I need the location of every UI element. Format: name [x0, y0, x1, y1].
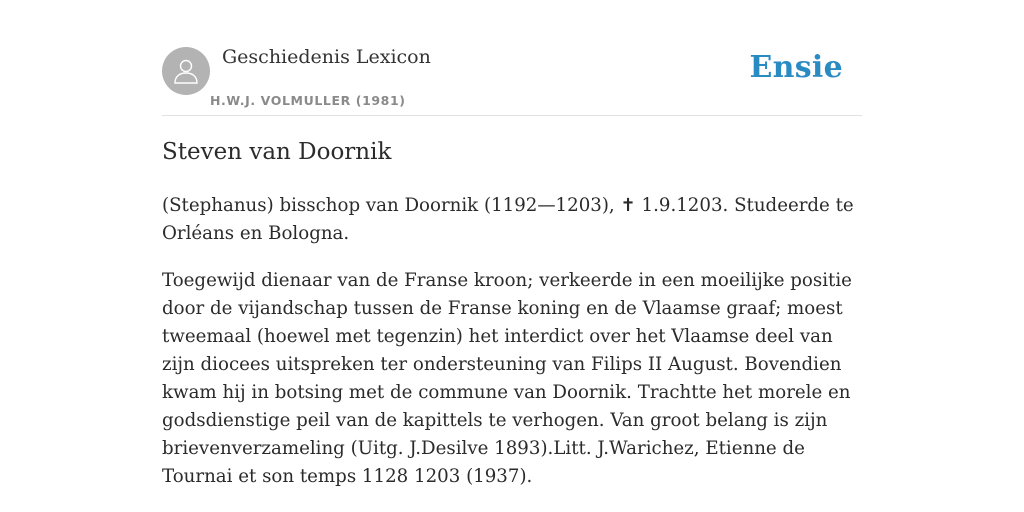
header [162, 0, 862, 116]
article-paragraph-1: (Stephanus) bisschop van Doornik (1192—1203), ✝ 1.9.1203. Studeerde te Orléans en Bologna. [162, 195, 854, 244]
author-credit[interactable]: H.W.J. VOLMULLER (1981) [210, 93, 406, 108]
user-icon [171, 56, 201, 86]
page-container [162, 0, 862, 487]
avatar[interactable] [162, 47, 210, 95]
lexicon-name[interactable]: Geschiedenis Lexicon [222, 46, 431, 68]
article-paragraph-2: Toegewijd dienaar van de Franse kroon; verkeerde in een moeilijke positie door de vijandschap tussen de Franse koning en de Vlaamse graaf; moest tweemaal (hoewel met tegenzin) het interdict over het Vlaamse deel van zijn diocees uitspreken ter ondersteuning van Filips II August. Bovendien kwam hij in botsing met de commune van Doornik. Trachtte het morele en godsdienstige peil van de kapittels te verhogen. Van groot belang is zijn brievenverzameling (Uitg. J.Desilve 1893).Litt. J.Warichez, Etienne de Tournai et son temps 1128 1203 (1937). [162, 270, 852, 487]
page-title: Steven van Doornik [162, 139, 392, 165]
ensie-logo[interactable]: Ensie [749, 50, 843, 85]
